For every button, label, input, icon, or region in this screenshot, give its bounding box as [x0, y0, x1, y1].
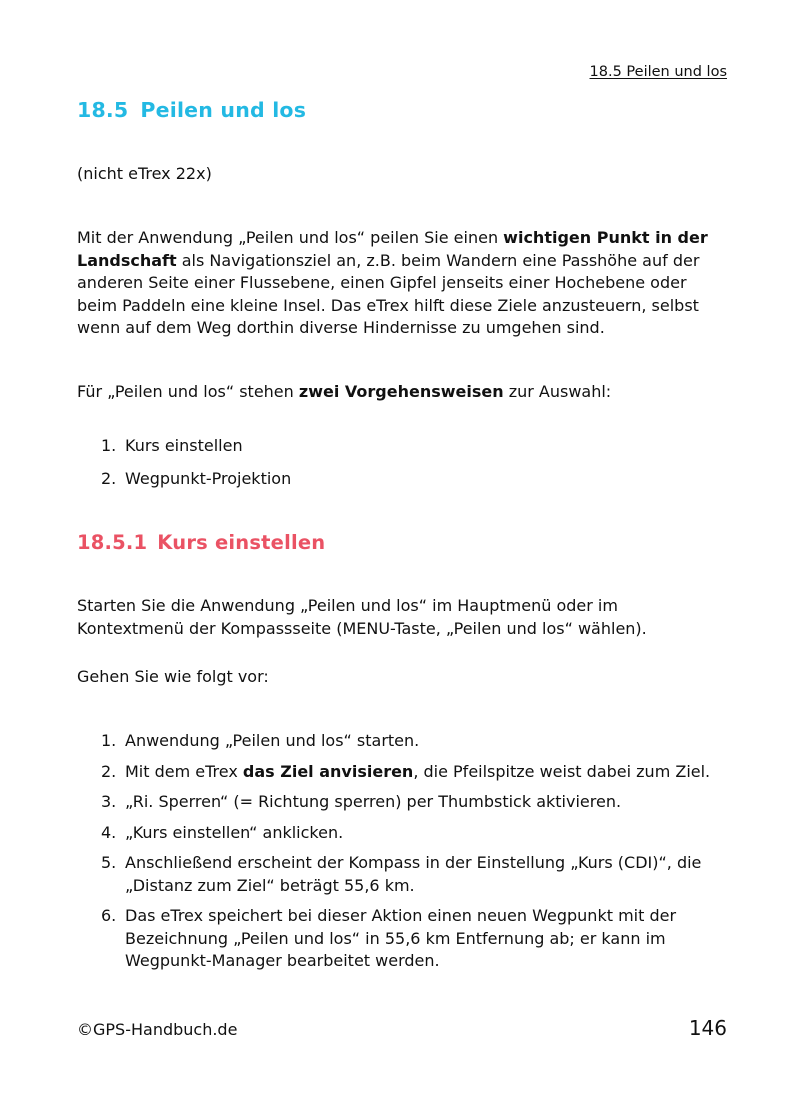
steps-list: [77, 730, 727, 981]
list-item: [77, 852, 727, 897]
step-text: Anschließend erscheint der Kompass in der Einstellung „Kurs (CDI)“, die „Distanz zum Ziel“ beträgt 55,6 km.: [125, 853, 702, 895]
list-item: [77, 435, 727, 458]
list-item: [77, 730, 727, 753]
list-number: 4.: [101, 822, 117, 842]
methods-intro-post: zur Auswahl:: [503, 382, 612, 401]
subsection-title: Kurs einstellen: [157, 531, 326, 554]
model-note: (nicht eTrex 22x): [77, 164, 212, 183]
running-header: 18.5 Peilen und los: [589, 64, 727, 80]
step-text: Anwendung „Peilen und los“ starten.: [125, 731, 420, 750]
list-item: [77, 761, 727, 784]
intro-text-start: Mit der Anwendung „Peilen und los“ peilen Sie einen: [77, 228, 504, 247]
list-number: 1.: [101, 731, 117, 750]
list-number: 3.: [101, 792, 117, 811]
methods-intro: [77, 381, 727, 404]
step-text: „Kurs einstellen“ anklicken.: [125, 822, 344, 842]
list-item: [77, 468, 727, 491]
list-number: 2.: [101, 468, 117, 488]
list-item: [77, 905, 727, 973]
section-heading: [77, 98, 306, 122]
steps-intro: Gehen Sie wie folgt vor:: [77, 667, 269, 686]
list-number: 6.: [101, 906, 117, 925]
methods-list: [77, 435, 727, 500]
list-text: Wegpunkt-Projektion: [125, 468, 292, 488]
step-emphasis: das Ziel anvisieren: [242, 761, 414, 781]
intro-paragraph: [77, 227, 727, 340]
document-page: [77, 0, 727, 1100]
methods-intro-pre: Für „Peilen und los“ stehen: [77, 382, 299, 401]
intro-text-rest: als Navigationsziel an, z.B. beim Wandern eine Passhöhe auf der anderen Seite einer Flussebene, einen Gipfel jenseits einer Hochebene oder beim Paddeln eine kleine Insel. Das eTrex hilft diese Ziele anzusteuern, selbst wenn auf dem Weg dorthin diverse Hindernisse zu umgehen sind.: [77, 250, 700, 337]
section-number: 18.5: [77, 98, 129, 122]
list-item: [77, 791, 727, 814]
list-number: 1.: [101, 436, 117, 455]
list-number: 5.: [101, 853, 117, 872]
subsection-number: 18.5.1: [77, 531, 148, 554]
step-text: „Ri. Sperren“ (= Richtung sperren) per Thumbstick aktivieren.: [125, 792, 622, 811]
start-paragraph: Starten Sie die Anwendung „Peilen und los“ im Hauptmenü oder im Kontextmenü der Kompassseite (MENU-Taste, „Peilen und los“ wählen).: [77, 596, 647, 638]
page-number: 146: [688, 1016, 727, 1040]
subsection-heading: [77, 531, 325, 554]
step-text-rest: , die Pfeilspitze weist dabei zum Ziel.: [413, 761, 711, 781]
footer-copyright: ©GPS-Handbuch.de: [77, 1020, 238, 1039]
step-text: Das eTrex speichert bei dieser Aktion einen neuen Wegpunkt mit der Bezeichnung „Peilen und los“ in 55,6 km Entfernung ab; er kann im Wegpunkt-Manager bearbeitet werden.: [125, 906, 677, 970]
intro-emphasis: wichtigen Punkt in der Landschaft: [77, 228, 708, 270]
list-item: [77, 822, 727, 845]
step-text: Mit dem eTrex: [125, 761, 243, 781]
section-title: Peilen und los: [140, 98, 307, 122]
list-number: 2.: [101, 761, 117, 781]
list-text: Kurs einstellen: [125, 436, 243, 455]
methods-intro-emphasis: zwei Vorgehensweisen: [298, 382, 504, 401]
